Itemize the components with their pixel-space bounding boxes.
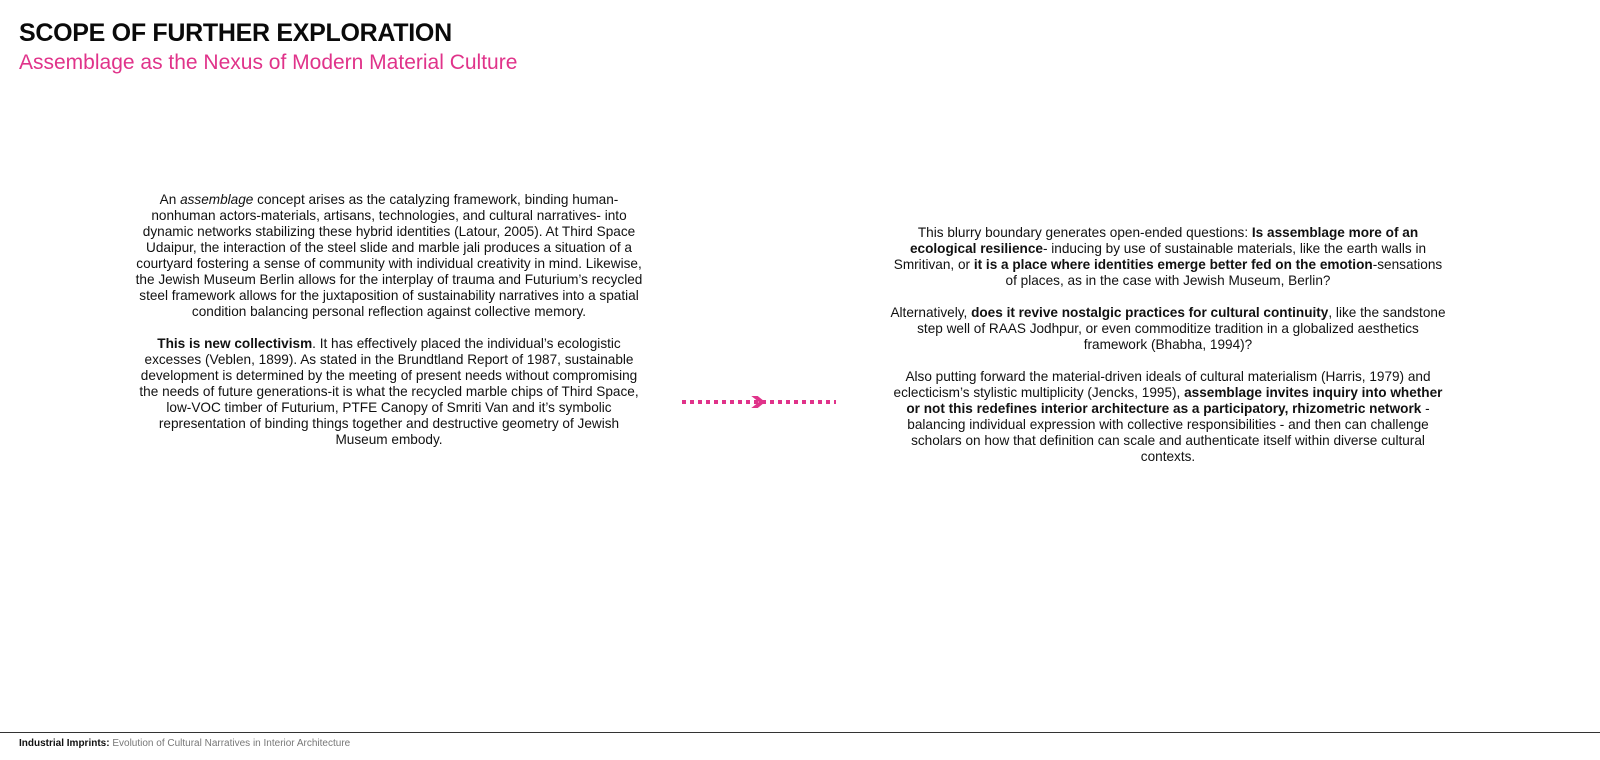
left-text-column <box>134 192 644 448</box>
page-subtitle: Assemblage as the Nexus of Modern Material Culture <box>19 51 518 74</box>
right-text-column <box>888 225 1448 465</box>
left-paragraph-2 <box>134 336 644 448</box>
text-span: This blurry boundary generates open-ended questions: <box>917 225 1252 240</box>
text-span: - balancing individual expression with collective responsibilities - and then can challenge scholars on how that definition can scale and authenticate itself within diverse cultural contexts. <box>907 401 1430 464</box>
bold-question: assemblage invites inquiry into whether or not this redefines interior architecture as a participatory, rhizometric network <box>906 385 1443 416</box>
right-paragraph-1 <box>888 225 1448 289</box>
footer <box>19 738 350 749</box>
bold-statement: This is new collectivism <box>157 336 313 351</box>
page-title: SCOPE OF FURTHER EXPLORATION <box>19 19 452 47</box>
dotted-right-arrow-icon <box>682 396 838 408</box>
right-paragraph-2 <box>888 305 1448 353</box>
italic-term: assemblage <box>180 192 254 207</box>
text-span: An <box>159 192 181 207</box>
text-span: , like the sandstone step well of RAAS Jodhpur, or even commoditize tradition in a globalized aesthetics framework (Bhabha, 1994)? <box>917 305 1446 352</box>
text-span: . It has effectively placed the individual’s ecologistic excesses (Veblen, 1899). As stated in the Brundtland Report of 1987, sustainable development is determined by the meeting of present needs without compromising the needs of future generations-it is what the recycled marble chips of Third Space, low-VOC timber of Futurium, PTFE Canopy of Smriti Van and it’s symbolic representation of binding things together and destructive geometry of Jewish Museum embody. <box>139 336 639 447</box>
text-span: Also putting forward the material-driven ideals of cultural materialism (Harris, 1979) and eclecticism’s stylistic multiplicity (Jencks, 1995), <box>893 369 1431 400</box>
footer-label: Industrial Imprints: <box>19 738 110 749</box>
bold-question: Is assemblage more of an ecological resilience <box>909 225 1419 256</box>
bold-question: does it revive nostalgic practices for cultural continuity <box>971 305 1329 320</box>
right-paragraph-3 <box>888 369 1448 465</box>
footer-description: Evolution of Cultural Narratives in Interior Architecture <box>109 738 351 749</box>
bold-question: it is a place where identities emerge better fed on the emotion <box>973 257 1373 272</box>
left-paragraph-1 <box>134 192 644 320</box>
text-span: - inducing by use of sustainable materials, like the earth walls in Smritivan, or <box>893 241 1427 272</box>
text-span: Alternatively, <box>890 305 972 320</box>
footer-divider <box>0 732 1600 733</box>
text-span: -sensations of places, as in the case with Jewish Museum, Berlin? <box>1005 257 1443 288</box>
text-span: concept arises as the catalyzing framework, binding human-nonhuman actors-materials, artisans, technologies, and cultural narratives- into dynamic networks stabilizing these hybrid identities (Latour, 2005). At Third Space Udaipur, the interaction of the steel slide and marble jali produces a situation of a courtyard fostering a sense of community with individual creativity in mind. Likewise, the Jewish Museum Berlin allows for the interplay of trauma and Futurium’s recycled steel framework allows for the juxtaposition of sustainability narratives into a spatial condition balancing personal reflection against collective memory. <box>135 192 643 319</box>
